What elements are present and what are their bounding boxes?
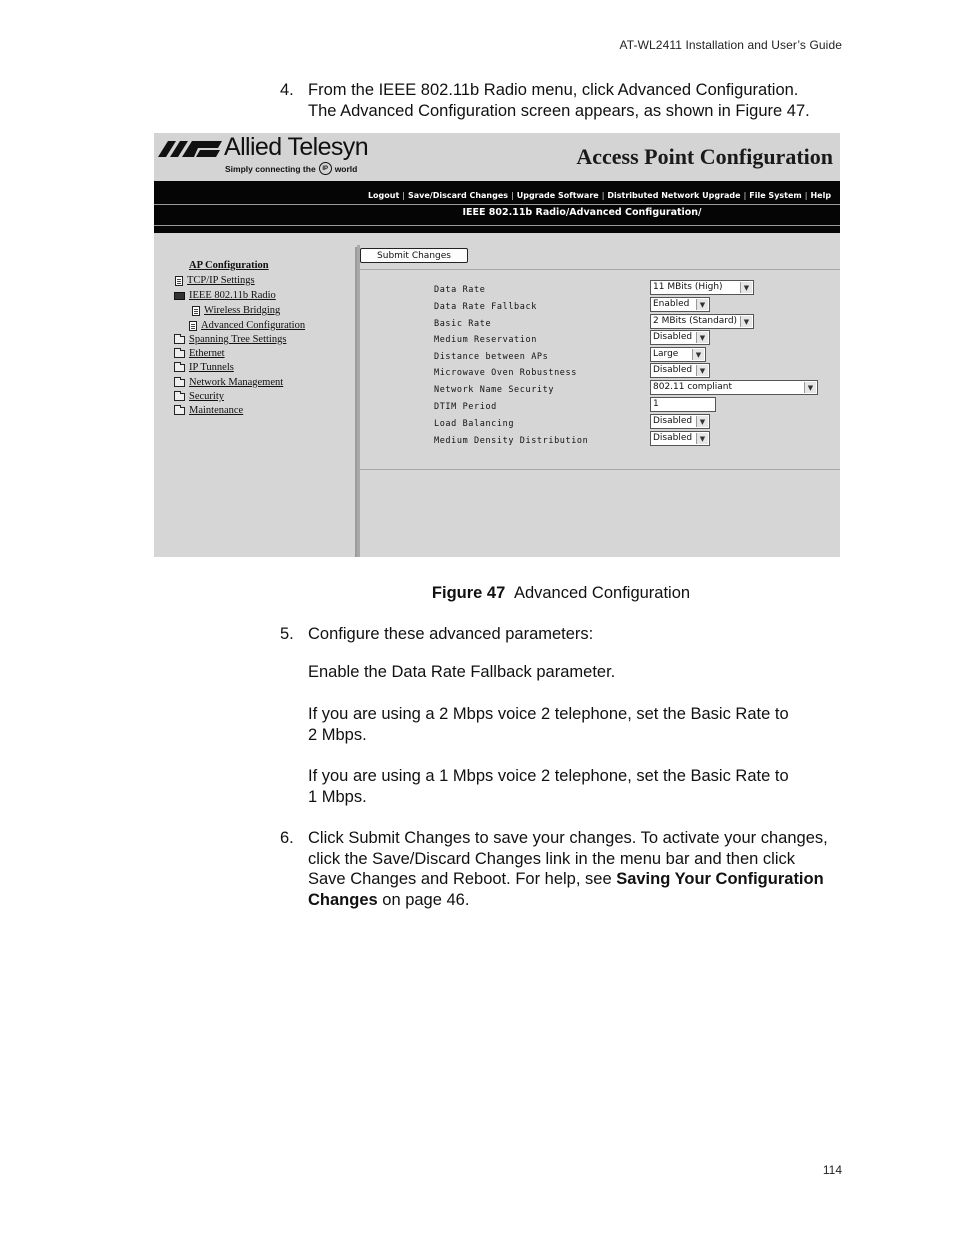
- step-text-line: click the Save/Discard Changes link in the menu bar and then click: [308, 849, 795, 868]
- figure-title: Advanced Configuration: [513, 584, 691, 602]
- menu-separator: |: [743, 191, 747, 200]
- menu-links: [154, 191, 840, 203]
- param-label: Microwave Oven Robustness: [434, 368, 577, 378]
- sidebar-item-ethernet[interactable]: [174, 347, 225, 360]
- param-label: Network Name Security: [434, 385, 555, 395]
- sidebar-item-label: Network Management: [189, 377, 284, 388]
- sidebar-item-network-management[interactable]: [174, 376, 283, 389]
- step-text-line: Click Submit Changes to save your changes. To activate your changes,: [308, 829, 828, 847]
- document-icon: [175, 276, 183, 286]
- app-header: [154, 133, 840, 181]
- document-icon: [192, 306, 200, 316]
- instruction-paragraph: [308, 704, 853, 746]
- folder-icon: [174, 364, 185, 372]
- chevron-down-icon: ▼: [804, 382, 816, 393]
- menu-link-help[interactable]: Help: [810, 191, 832, 200]
- sidebar-nav: [154, 247, 357, 557]
- param-label: Data Rate Fallback: [434, 302, 537, 312]
- open-folder-icon: [174, 292, 185, 300]
- distance-between-aps-select[interactable]: [650, 347, 706, 362]
- form-divider: [360, 269, 840, 270]
- network-name-security-select[interactable]: [650, 380, 818, 395]
- breadcrumb: IEEE 802.11b Radio/Advanced Configuration/: [462, 207, 702, 218]
- folder-icon: [174, 379, 185, 387]
- param-label: Basic Rate: [434, 319, 492, 329]
- instruction-paragraph: [308, 766, 853, 808]
- folder-icon: [174, 393, 185, 401]
- select-value: Disabled: [653, 433, 693, 443]
- sidebar-item-ieee-radio[interactable]: [174, 289, 276, 302]
- sidebar-item-ip-tunnels[interactable]: [174, 361, 234, 374]
- sidebar-item-advanced-configuration[interactable]: [189, 319, 305, 332]
- allied-telesyn-logo-icon: [158, 137, 222, 159]
- chevron-down-icon: ▼: [740, 316, 752, 327]
- step-text: Save Changes and Reboot. For help, see: [308, 870, 617, 888]
- select-value: Disabled: [653, 365, 693, 375]
- figure-screenshot: [154, 133, 840, 557]
- logo-wordmark: Allied Telesyn: [224, 133, 369, 161]
- step-number: 6.: [280, 829, 294, 847]
- document-icon: [189, 321, 197, 331]
- sidebar-item-spanning-tree[interactable]: [174, 333, 286, 346]
- param-label: Distance between APs: [434, 352, 549, 362]
- medium-reservation-select[interactable]: [650, 330, 710, 345]
- dtim-period-input[interactable]: 1: [650, 397, 716, 412]
- medium-density-distribution-select[interactable]: [650, 431, 710, 446]
- microwave-oven-robustness-select[interactable]: [650, 363, 710, 378]
- sidebar-title: AP Configuration: [189, 260, 269, 271]
- sidebar-item-label: IP Tunnels: [189, 362, 234, 373]
- chevron-down-icon: ▼: [696, 299, 708, 310]
- chevron-down-icon: ▼: [696, 416, 708, 427]
- select-value: 2 MBits (Standard): [653, 316, 738, 326]
- app-title: Access Point Configuration: [576, 144, 833, 169]
- sidebar-item-label: Ethernet: [189, 348, 225, 359]
- step-text: on page 46.: [377, 890, 470, 909]
- menu-link-upgrade-software[interactable]: Upgrade Software: [516, 191, 599, 200]
- paragraph-line: If you are using a 2 Mbps voice 2 telephone, set the Basic Rate to: [308, 705, 789, 723]
- sidebar-item-tcpip-settings[interactable]: [175, 274, 255, 287]
- sidebar-item-maintenance[interactable]: [174, 404, 243, 417]
- basic-rate-select[interactable]: [650, 314, 754, 329]
- sidebar-item-label: TCP/IP Settings: [187, 275, 255, 286]
- menu-separator: |: [511, 191, 514, 200]
- chevron-down-icon: ▼: [696, 332, 708, 343]
- paragraph-line: 2 Mbps.: [308, 726, 367, 744]
- sidebar-item-wireless-bridging[interactable]: [192, 304, 280, 317]
- chevron-down-icon: ▼: [696, 433, 708, 444]
- sidebar-item-label: IEEE 802.11b Radio: [189, 290, 276, 301]
- data-rate-select[interactable]: [650, 280, 754, 295]
- menu-link-save-discard[interactable]: Save/Discard Changes: [407, 191, 509, 200]
- menu-separator: |: [804, 191, 808, 200]
- paragraph-line: 1 Mbps.: [308, 788, 367, 806]
- menu-link-file-system[interactable]: File System: [749, 191, 802, 200]
- form-divider: [360, 469, 840, 470]
- folder-icon: [174, 407, 185, 415]
- chevron-down-icon: ▼: [692, 349, 704, 360]
- menu-link-logout[interactable]: Logout: [367, 191, 400, 200]
- step-6: [280, 828, 850, 910]
- submit-changes-button[interactable]: Submit Changes: [360, 248, 468, 263]
- select-value: Enabled: [653, 299, 690, 309]
- running-header: AT-WL2411 Installation and User’s Guide: [619, 38, 842, 52]
- step-number: 5.: [280, 625, 294, 643]
- step-text-line: Configure these advanced parameters:: [308, 625, 594, 643]
- step-4: [280, 80, 850, 121]
- select-value: Disabled: [653, 332, 693, 342]
- step-text-line: From the IEEE 802.11b Radio menu, click Advanced Configuration.: [308, 81, 799, 99]
- sidebar-item-label: Wireless Bridging: [204, 305, 281, 316]
- select-value: Disabled: [653, 416, 693, 426]
- sidebar-item-label: Spanning Tree Settings: [189, 334, 287, 345]
- menu-separator: |: [601, 191, 605, 200]
- figure-caption: [0, 584, 954, 603]
- ip-icon: IP: [319, 162, 332, 175]
- menu-divider: [154, 204, 840, 205]
- param-label: DTIM Period: [434, 402, 497, 412]
- select-value: 11 MBits (High): [653, 282, 723, 292]
- advanced-config-form: [360, 245, 840, 557]
- tagline-text: world: [334, 163, 358, 174]
- step-number: 4.: [280, 81, 294, 99]
- chevron-down-icon: ▼: [696, 365, 708, 376]
- menu-link-distributed-upgrade[interactable]: Distributed Network Upgrade: [607, 191, 741, 200]
- load-balancing-select[interactable]: [650, 414, 710, 429]
- figure-label: Figure 47: [431, 584, 506, 602]
- folder-icon: [174, 336, 185, 344]
- tagline-text: Simply connecting the: [225, 163, 316, 174]
- chevron-down-icon: ▼: [740, 282, 752, 293]
- param-label: Medium Density Distribution: [434, 436, 589, 446]
- select-value: Large: [653, 349, 679, 359]
- step-text-line: The Advanced Configuration screen appears, as shown in Figure 47.: [308, 101, 810, 120]
- sidebar-item-security[interactable]: [174, 390, 224, 403]
- step-text-line: [308, 890, 850, 911]
- paragraph-line: If you are using a 1 Mbps voice 2 telephone, set the Basic Rate to: [308, 767, 789, 785]
- folder-icon: [174, 350, 185, 358]
- step-text-line: [308, 869, 850, 890]
- menu-separator: |: [402, 191, 405, 200]
- logo-tagline: [225, 162, 357, 175]
- page-number: 114: [822, 1163, 842, 1177]
- select-value: 802.11 compliant: [653, 382, 733, 392]
- param-label: Data Rate: [434, 285, 486, 295]
- step-5: [280, 624, 850, 645]
- cross-reference-link: Changes: [308, 890, 378, 909]
- menu-divider: [154, 225, 840, 226]
- data-rate-fallback-select[interactable]: [650, 297, 710, 312]
- sidebar-item-label: Maintenance: [189, 405, 244, 416]
- cross-reference-link: Saving Your Configuration: [616, 870, 824, 888]
- sidebar-item-label: Advanced Configuration: [201, 320, 306, 331]
- param-label: Load Balancing: [434, 419, 515, 429]
- menu-bar: [154, 181, 840, 233]
- sidebar-item-label: Security: [189, 391, 224, 402]
- instruction-paragraph: Enable the Data Rate Fallback parameter.: [308, 663, 616, 681]
- param-label: Medium Reservation: [434, 335, 537, 345]
